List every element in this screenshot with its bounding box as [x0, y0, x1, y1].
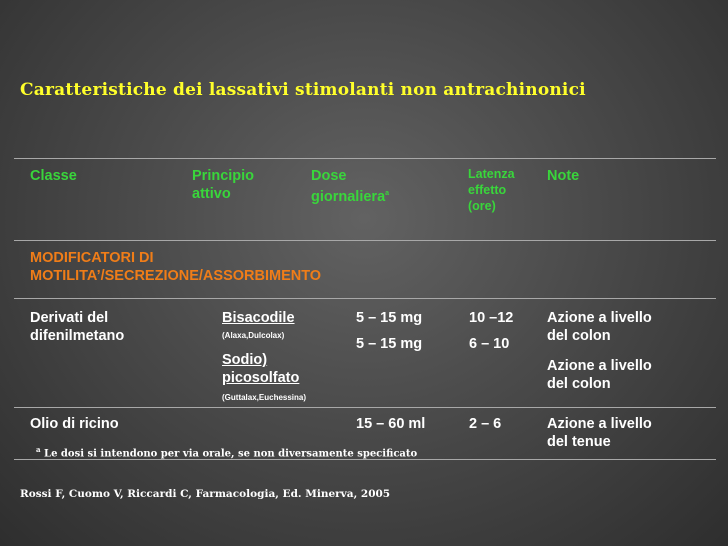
table-top-rule [14, 158, 716, 159]
row-1-latenza-1: 10 –12 [469, 310, 514, 326]
row-1-note-2: Azione a livello del colon [547, 358, 652, 392]
row-2-classe: Olio di ricino [30, 416, 119, 432]
drug-sodio-picosolfato: Sodio) picosolfato [222, 352, 300, 386]
row-1-dose-2: 5 – 15 mg [356, 336, 423, 352]
header-dose-giornaliera: Dose giornaliera$^a$ [311, 168, 390, 205]
table-bottom-rule [14, 459, 716, 460]
header-latenza-effetto: Latenza effetto (ore) [468, 167, 515, 213]
header-principio-attivo: Principio attivo [192, 168, 255, 202]
brand-sodio-picosolfato: (Guttalax,Euchessina) [222, 393, 307, 402]
row-1-latenza-2: 6 – 10 [469, 336, 510, 352]
section-rule [14, 298, 716, 299]
header-classe: Classe [30, 168, 77, 184]
header-note: Note [547, 168, 580, 184]
row-2-latenza: 2 – 6 [469, 416, 502, 432]
row-2-note: Azione a livello del tenue [547, 416, 652, 450]
row-rule [14, 407, 716, 408]
row-2-dose: 15 – 60 ml [356, 416, 426, 432]
row-1-note-1: Azione a livello del colon [547, 310, 652, 344]
row-1-classe: Derivati del difenilmetano [30, 310, 125, 344]
row-1-dose-1: 5 – 15 mg [356, 310, 423, 326]
drug-bisacodile: Bisacodile [222, 310, 295, 326]
source-citation: Rossi F, Cuomo V, Riccardi C, Farmacologia, Ed. Minerva, 2005 [20, 488, 391, 500]
header-rule [14, 240, 716, 241]
footnote: $^a$ Le dosi si intendono per via orale, se non diversamente specificato [36, 445, 418, 460]
brand-bisacodile: (Alaxa,Dulcolax) [222, 331, 285, 340]
slide-title: Caratteristiche dei lassativi stimolanti non antrachinonici [20, 80, 586, 100]
section-label: MODIFICATORI DI MOTILITA’/SECREZIONE/ASSORBIMENTO [30, 250, 322, 284]
